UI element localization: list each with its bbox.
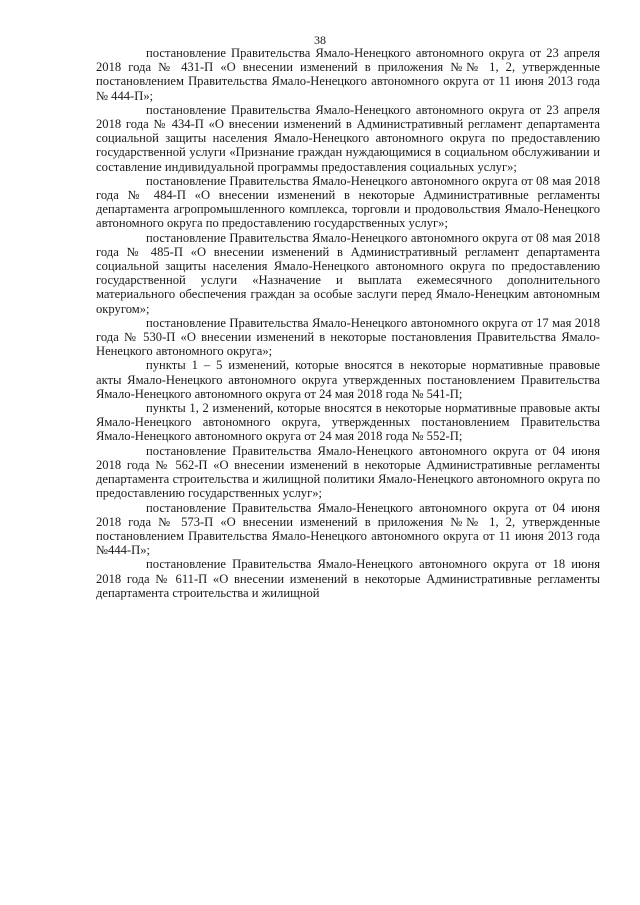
page-number: 38 bbox=[314, 33, 326, 47]
paragraph: постановление Правительства Ямало-Ненецкого автономного округа от 08 мая 2018 года № 485-П «О внесении изменений в Административный регламент департамента социальной защиты населения Ямало-Ненецкого автономного округа по предоставлению государственной услуги «Назначение и выплата ежемесячного дополнительного материального обеспечения граждан за особые заслуги перед Ямало-Ненецким автономным округом»; bbox=[96, 230, 600, 316]
paragraph: постановление Правительства Ямало-Ненецкого автономного округа от 18 июня 2018 года № 611-П «О внесении изменений в некоторые Административные регламенты департамента строительства и жилищной bbox=[96, 557, 600, 600]
paragraph: постановление Правительства Ямало-Ненецкого автономного округа от 08 мая 2018 года № 484-П «О внесении изменений в некоторые Административные регламенты департамента агропромышленного комплекса, торговли и продовольствия Ямало-Ненецкого автономного округа по предоставлению государственных услуг»; bbox=[96, 173, 600, 231]
paragraph: пункты 1, 2 изменений, которые вносятся в некоторые нормативные правовые акты Ямало-Ненецкого автономного округа, утвержденных постановлением Правительства Ямало-Ненецкого автономного округа от 24 мая 2018 года № 552-П; bbox=[96, 401, 600, 444]
paragraph: пункты 1 – 5 изменений, которые вносятся в некоторые нормативные правовые акты Ямало-Ненецкого автономного округа утвержденных постановлением Правительства Ямало-Ненецкого автономного округа от 24 мая 2018 года № 541-П; bbox=[96, 358, 600, 401]
paragraph: постановление Правительства Ямало-Ненецкого автономного округа от 23 апреля 2018 года № 431-П «О внесении изменений в приложения №№ 1, 2, утвержденные постановлением Правительства Ямало-Ненецкого автономного округа от 11 июня 2013 года № 444-П»; bbox=[96, 46, 600, 103]
paragraph: постановление Правительства Ямало-Ненецкого автономного округа от 04 июня 2018 года № 573-П «О внесении изменений в приложения №№ 1, 2, утвержденные постановлением Правительства Ямало-Ненецкого автономного округа от 11 июня 2013 года №444-П»; bbox=[96, 500, 600, 558]
document-body bbox=[96, 46, 600, 600]
paragraph: постановление Правительства Ямало-Ненецкого автономного округа от 17 мая 2018 года № 530-П «О внесении изменений в некоторые постановления Правительства Ямало-Ненецкого автономного округа»; bbox=[96, 315, 600, 359]
paragraph: постановление Правительства Ямало-Ненецкого автономного округа от 04 июня 2018 года № 562-П «О внесении изменений в некоторые Административные регламенты департамента строительства и жилищной политики Ямало-Ненецкого автономного округа по предоставлению государственных услуг»; bbox=[96, 443, 600, 501]
paragraph: постановление Правительства Ямало-Ненецкого автономного округа от 23 апреля 2018 года № 434-П «О внесении изменений в Административный регламент департамента социальной защиты населения Ямало-Ненецкого автономного округа по предоставлению государственной услуги «Признание граждан нуждающимися в социальном обслуживании и составление индивидуальной программы предоставления социальных услуг»; bbox=[96, 102, 600, 174]
